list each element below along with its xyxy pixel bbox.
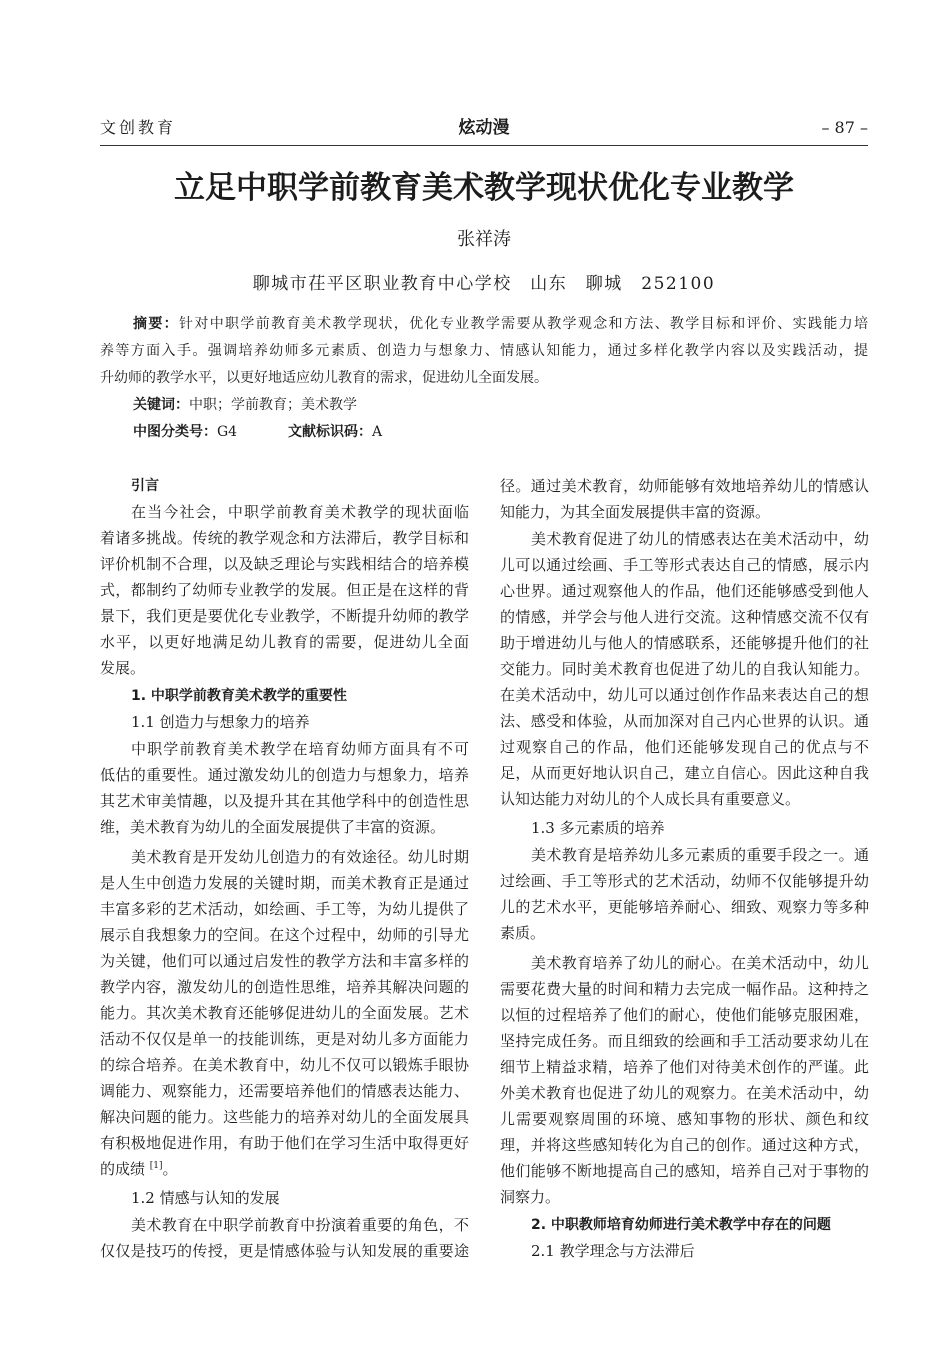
text-line: 儿的艺术水平，更能够培养耐心、细致、观察力等多种 [500, 898, 869, 916]
text-line: 助于增进幼儿与他人的情感联系，还能够提升他们的社 [500, 634, 869, 652]
text-line: 他们能够不断地提高自己的感知，培养自己对于事物的 [500, 1162, 869, 1180]
text-line: 调能力、观察能力，还需要培养他们的情感表达能力、 [100, 1082, 469, 1100]
text-line [100, 1156, 469, 1182]
paragraph [500, 526, 869, 812]
abstract-line: 升幼师的教学水平，以更好地适应幼儿教育的需求，促进幼儿全面发展。 [100, 370, 548, 386]
document-code-value: A [372, 424, 383, 440]
text-line: 在美术活动中，幼儿可以通过创作作品来表达自己的想 [500, 686, 869, 704]
document-code-group [288, 419, 382, 446]
document-code-label: 文献标识码： [288, 424, 372, 440]
text-line: 低估的重要性。通过激发幼儿的创造力与想象力，培养 [100, 766, 469, 784]
text-line: 过绘画、手工等形式的艺术活动，幼师不仅能够提升幼 [500, 872, 869, 890]
text-line: 外美术教育也促进了幼儿的观察力。在美术活动中，幼 [500, 1084, 869, 1102]
text-line: 是人生中创造力发展的关键时期，而美术教育正是通过 [100, 874, 469, 892]
citation-reference: [1] [149, 1161, 163, 1171]
running-header [100, 116, 868, 140]
paper-title: 立足中职学前教育美术教学现状优化专业教学 [174, 170, 794, 206]
text-line: 径。通过美术教育，幼师能够有效地培养幼儿的情感认 [500, 477, 869, 495]
author-name: 张祥涛 [457, 229, 511, 250]
paragraph [500, 842, 869, 946]
keywords-line [100, 392, 868, 419]
text-line: 细节上精益求精，培养了他们对待美术创作的严谨。此 [500, 1058, 869, 1076]
journal-name: 炫动漫 [458, 118, 510, 138]
text-line: 能力。其次美术教育还能够促进幼儿的全面发展。艺术 [100, 1004, 469, 1022]
paragraph [100, 844, 469, 1182]
keywords-text: 中职；学前教育；美术教学 [189, 397, 357, 413]
text-line: 理，并将这些感知转化为自己的创作。通过这种方式， [500, 1136, 869, 1154]
paragraph [100, 1212, 469, 1264]
text-line: 美术教育在中职学前教育中扮演着重要的角色，不 [131, 1216, 469, 1234]
text-line: 式，都制约了幼师专业教学的发展。但正是在这样的背 [100, 581, 469, 599]
classification-group [133, 424, 237, 440]
classification-line [100, 419, 868, 446]
text-line: 发展。 [100, 659, 146, 677]
text-line: 美术教育是开发幼儿创造力的有效途径。幼儿时期 [131, 848, 469, 866]
journal-section-name: 文创教育 [100, 118, 177, 137]
text-line: 坚持完成任务。而且细致的绘画和手工活动要求幼儿在 [500, 1032, 869, 1050]
abstract-line [100, 311, 868, 338]
subsection-heading: 1.1 创造力与想象力的培养 [131, 713, 310, 731]
text-line: 维，美术教育为幼儿的全面发展提供了丰富的资源。 [100, 818, 446, 836]
text-line: 足，从而更好地认识自己，建立自信心。因此这种自我 [500, 764, 869, 782]
text-line: 的情感，并学会与他人进行交流。这种情感交流不仅有 [500, 608, 869, 626]
text-line: 水平，以更好地满足幼儿教育的需要，促进幼儿全面 [100, 633, 469, 651]
text-line: 交能力。同时美术教育也促进了幼儿的自我认知能力。 [500, 660, 869, 678]
text-line: 为关键，他们可以通过启发性的教学方法和丰富多样的 [100, 952, 469, 970]
abstract-block [100, 311, 868, 446]
abstract-label: 摘要： [133, 316, 180, 332]
abstract-line: 养等方面入手。强调培养幼师多元素质、创造力与想象力、情感认知能力，通过多样化教学内容以及实践活动，提 [100, 343, 868, 359]
paragraph [100, 736, 469, 840]
line-text: 的成绩 [100, 1160, 150, 1178]
text-line: 需要花费大量的时间和精力去完成一幅作品。这种持之 [500, 980, 869, 998]
abstract-text: 针对中职学前教育美术教学现状，优化专业教学需要从教学观念和方法、教学目标和评价、实践能力培 [179, 316, 868, 332]
paragraph [500, 473, 869, 525]
paragraph [500, 950, 869, 1210]
text-line: 过观察自己的作品，他们还能够发现自己的优点与不 [500, 738, 869, 756]
text-line: 儿可以通过绘画、手工等形式表达自己的情感，展示内 [500, 556, 869, 574]
text-line: 中职学前教育美术教学在培育幼师方面具有不可 [131, 740, 469, 758]
text-line: 美术教育促进了幼儿的情感表达在美术活动中，幼 [531, 530, 869, 548]
author-affiliation: 聊城市茌平区职业教育中心学校 山东 聊城 252100 [252, 274, 716, 294]
text-line: 在当今社会，中职学前教育美术教学的现状面临 [131, 503, 469, 521]
text-line: 丰富多彩的艺术活动，如绘画、手工等，为幼儿提供了 [100, 900, 469, 918]
text-line: 以恒的过程培养了他们的耐心，使他们能够克服困难， [500, 1006, 869, 1024]
classification-label: 中图分类号： [133, 424, 217, 440]
page-number: – 87 – [821, 118, 868, 137]
text-line: 认知达能力对幼儿的个人成长具有重要意义。 [500, 790, 801, 808]
text-line: 评价机制不合理，以及缺乏理论与实践相结合的培养模 [100, 555, 469, 573]
right-column [500, 473, 869, 1264]
text-line: 活动不仅仅是单一的技能训练，更是对幼儿多方面能力 [100, 1030, 469, 1048]
text-line: 儿需要观察周围的环境、感知事物的形状、颜色和纹 [500, 1110, 869, 1128]
line-text-tail: 。 [162, 1160, 178, 1178]
text-line: 美术教育培养了幼儿的耐心。在美术活动中，幼儿 [531, 954, 869, 972]
text-line: 洞察力。 [500, 1188, 561, 1206]
text-line: 素质。 [500, 924, 546, 942]
left-column [100, 473, 469, 1264]
text-line: 知能力，为其全面发展提供丰富的资源。 [500, 503, 771, 521]
section-heading: 引言 [131, 478, 159, 494]
text-line: 的综合培养。在美术教育中，幼儿不仅可以锻炼手眼协 [100, 1056, 469, 1074]
text-line: 解决问题的能力。这些能力的培养对幼儿的全面发展具 [100, 1108, 469, 1126]
subsection-heading: 2.1 教学理念与方法滞后 [531, 1242, 695, 1260]
text-line: 其艺术审美情趣，以及提升其在其他学科中的创造性思 [100, 792, 469, 810]
subsection-heading: 1.2 情感与认知的发展 [131, 1189, 280, 1207]
text-line: 教学内容，激发幼儿的创造性思维，培养其解决问题的 [100, 978, 469, 996]
text-line: 美术教育是培养幼儿多元素质的重要手段之一。通 [531, 846, 869, 864]
text-line: 景下，我们更是要优化专业教学，不断提升幼师的教学 [100, 607, 469, 625]
classification-value: G4 [217, 424, 238, 440]
subsection-heading: 1.3 多元素质的培养 [531, 819, 665, 837]
section-heading: 1. 中职学前教育美术教学的重要性 [131, 688, 347, 704]
keywords-label: 关键词： [133, 397, 189, 413]
text-line: 法、感受和体验，从而加深对自己内心世界的认识。通 [500, 712, 869, 730]
text-line: 展示自我想象力的空间。在这个过程中，幼师的引导尤 [100, 926, 469, 944]
text-line: 有积极地促进作用，有助于他们在学习生活中取得更好 [100, 1134, 469, 1152]
text-line: 着诸多挑战。传统的教学观念和方法滞后，教学目标和 [100, 529, 469, 547]
text-line: 仅仅是技巧的传授，更是情感体验与认知发展的重要途 [100, 1242, 469, 1260]
paragraph [100, 499, 469, 681]
section-heading: 2. 中职教师培育幼师进行美术教学中存在的问题 [531, 1217, 831, 1233]
header-rule [100, 145, 868, 146]
text-line: 心世界。通过观察他人的作品，他们还能够感受到他人 [500, 582, 869, 600]
